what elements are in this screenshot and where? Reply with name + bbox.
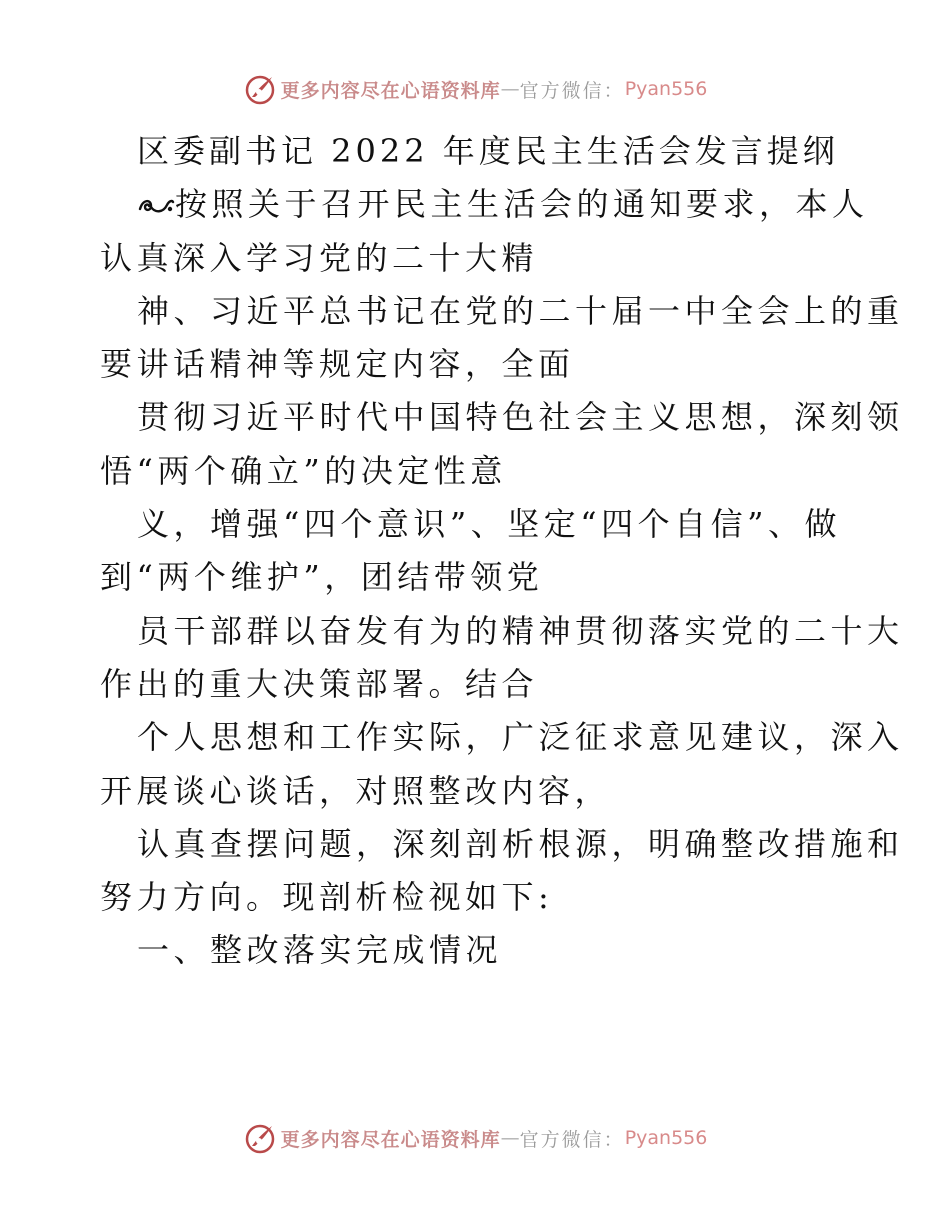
footer-watermark — [0, 1121, 950, 1155]
watermark-wechat-label: 官方微信： — [519, 79, 625, 102]
paragraph-line: 员干部群以奋发有为的精神贯彻落实党的二十大 — [137, 611, 904, 650]
watermark-wechat-label: 官方微信： — [519, 1128, 625, 1151]
paragraph-line: 努力方向。现剖析检视如下: — [100, 878, 554, 917]
paragraph-line: 认真深入学习党的二十大精 — [100, 238, 539, 277]
header-watermark — [0, 72, 950, 106]
paragraph-line: 个人思想和工作实际，广泛征求意见建议，深入 — [137, 718, 904, 757]
document-title: 区委副书记 2022 年度民主生活会发言提纲 — [137, 132, 839, 170]
paragraph-line: 神、习近平总书记在党的二十届一中全会上的重 — [137, 291, 904, 330]
watermark-dash: — — [500, 1127, 520, 1149]
paragraph-line: 贯彻习近平时代中国特色社会主义思想，深刻领 — [137, 398, 904, 437]
paragraph-text: 按照关于召开民主生活会的通知要求，本人 — [175, 185, 869, 224]
watermark-dash: — — [500, 78, 520, 100]
watermark-text: 更多内容尽在心语资料库 — [280, 1128, 501, 1151]
ornament-icon — [137, 193, 175, 217]
watermark-text: 更多内容尽在心语资料库 — [280, 79, 501, 102]
watermark-wechat-id: Pyan556 — [624, 78, 708, 100]
watermark-wechat-id: Pyan556 — [624, 1127, 708, 1149]
paragraph-line: 悟“两个确立”的决定性意 — [100, 451, 507, 490]
paragraph-line: 义，增强“四个意识”、坚定“四个自信”、做 — [137, 505, 841, 544]
paragraph-line: 要讲话精神等规定内容，全面 — [100, 345, 575, 384]
quill-logo-icon — [243, 1121, 277, 1155]
paragraph-line: 认真查摆问题，深刻剖析根源，明确整改措施和 — [137, 824, 904, 863]
paragraph-line: 开展谈心谈话，对照整改内容， — [100, 771, 612, 810]
document-body — [100, 125, 904, 978]
paragraph-line: 到“两个维护”，团结带领党 — [100, 558, 544, 597]
section-heading: 一、整改落实完成情况 — [137, 931, 503, 970]
paragraph-line: 作出的重大决策部署。结合 — [100, 664, 539, 703]
paragraph-line — [100, 178, 869, 231]
quill-logo-icon — [243, 72, 277, 106]
